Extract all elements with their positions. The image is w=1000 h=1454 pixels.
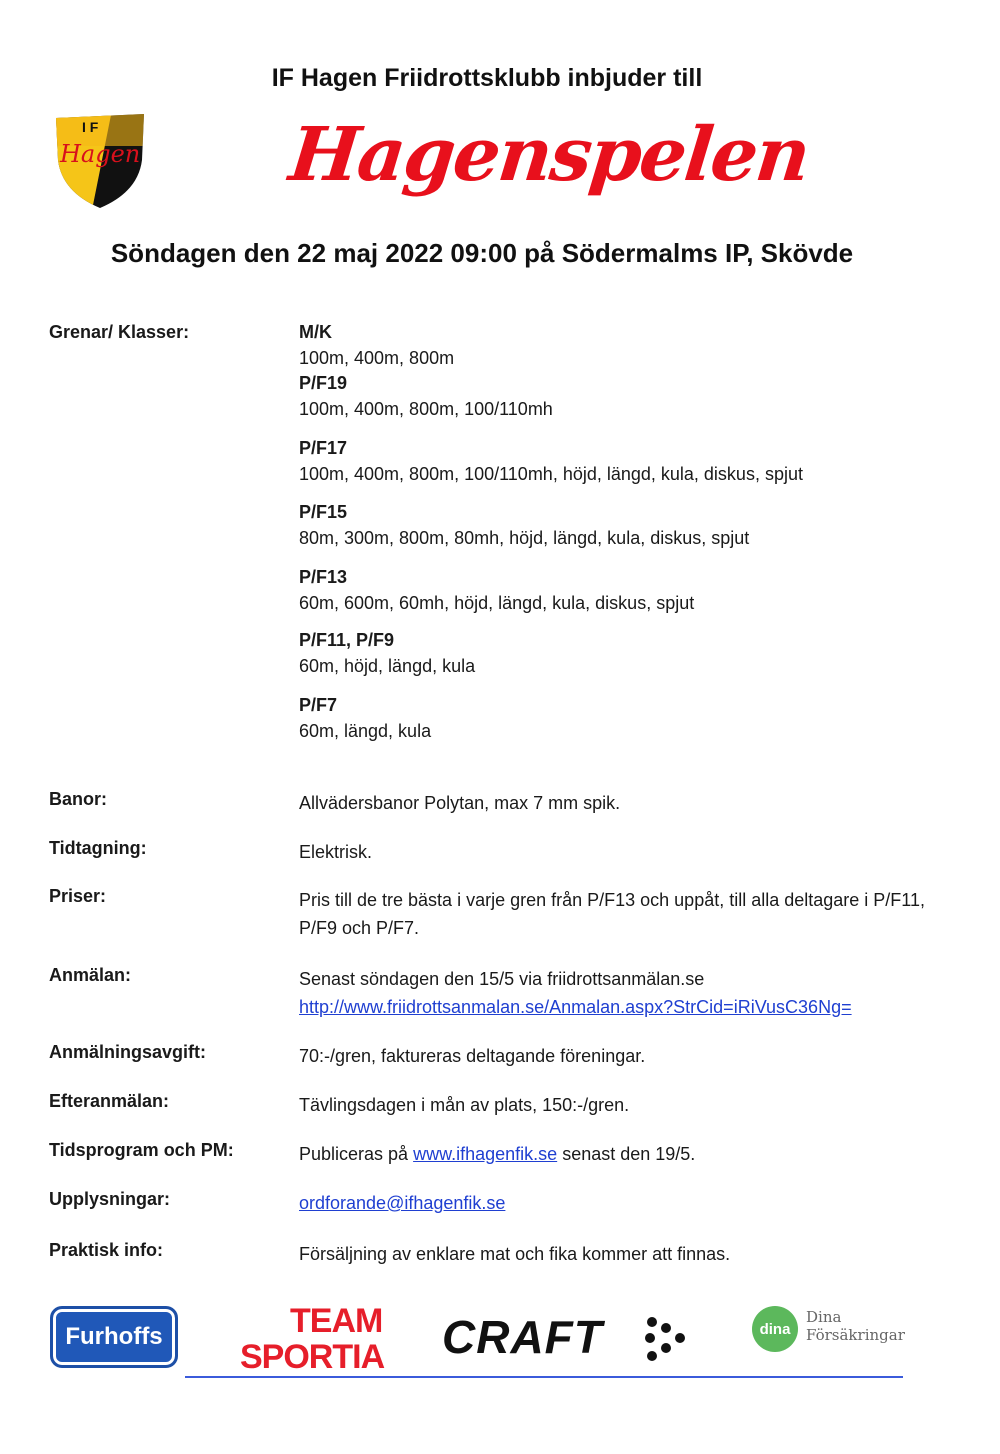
upplysningar-value <box>299 1189 929 1217</box>
class-name: P/F7 <box>299 695 338 715</box>
class-events: 60m, 600m, 60mh, höjd, längd, kula, diskus, spjut <box>299 593 695 613</box>
logo-letters: I F <box>82 119 99 135</box>
class-events: 100m, 400m, 800m, 100/110mh <box>299 399 553 419</box>
priser-label: Priser: <box>49 886 107 906</box>
anmalan-text: Senast söndagen den 15/5 via friidrottsanmälan.se <box>299 969 705 989</box>
furhoffs-logo: Furhoffs <box>50 1306 178 1368</box>
class-name: P/F15 <box>299 502 348 522</box>
event-date-location: Söndagen den 22 maj 2022 09:00 på Södermalms IP, Skövde <box>110 238 854 268</box>
banor-label: Banor: <box>49 789 107 809</box>
anmalan-label: Anmälan: <box>49 965 132 985</box>
classes-section <box>49 322 949 752</box>
praktisk-label: Praktisk info: <box>49 1240 164 1260</box>
tidsprogram-suffix: senast den 19/5. <box>562 1144 696 1164</box>
class-name: P/F17 <box>299 438 348 458</box>
invite-heading: IF Hagen Friidrottsklubb inbjuder till <box>271 64 703 92</box>
team-sportia-logo <box>240 1302 390 1378</box>
contact-email-link[interactable]: ordforande@ifhagenfik.se <box>299 1193 506 1213</box>
logo-wordmark: Hagen <box>60 140 141 168</box>
anmalan-value <box>299 965 929 1021</box>
classes-label: Grenar/ Klasser: <box>49 322 190 342</box>
class-name: P/F19 <box>299 373 348 393</box>
craft-dots-icon <box>642 1314 692 1364</box>
class-name: M/K <box>299 322 332 342</box>
dina-line1: Dina <box>806 1308 842 1326</box>
anmalan-link[interactable]: http://www.friidrottsanmalan.se/Anmalan.aspx?StrCid=iRiVusC36Ng= <box>299 997 852 1017</box>
dina-logo-circle: dina <box>752 1306 798 1352</box>
class-events: 60m, längd, kula <box>299 721 432 741</box>
efteranmalan-label: Efteranmälan: <box>49 1091 170 1111</box>
sportia-team-text: TEAM <box>290 1302 383 1340</box>
tidtagning-label: Tidtagning: <box>49 838 147 858</box>
event-title: Hagenspelen <box>285 112 813 198</box>
dina-line2: Försäkringar <box>806 1326 905 1344</box>
class-events: 100m, 400m, 800m <box>299 348 455 368</box>
avgift-label: Anmälningsavgift: <box>49 1042 207 1062</box>
class-name: P/F13 <box>299 567 348 587</box>
sportia-name-text: SPORTIA <box>240 1338 385 1376</box>
tidsprogram-prefix: Publiceras på <box>299 1144 409 1164</box>
banor-value: Allvädersbanor Polytan, max 7 mm spik. <box>299 793 621 813</box>
upplysningar-label: Upplysningar: <box>49 1189 171 1209</box>
club-website-link[interactable]: www.ifhagenfik.se <box>413 1144 558 1164</box>
avgift-value: 70:-/gren, faktureras deltagande föreningar. <box>299 1046 646 1066</box>
sponsor-bar <box>0 1296 1000 1396</box>
efteranmalan-value: Tävlingsdagen i mån av plats, 150:-/gren. <box>299 1095 630 1115</box>
tidsprogram-label: Tidsprogram och PM: <box>49 1140 234 1160</box>
club-logo-shield <box>52 110 148 210</box>
class-events: 80m, 300m, 800m, 80mh, höjd, längd, kula, diskus, spjut <box>299 528 750 548</box>
class-events: 100m, 400m, 800m, 100/110mh, höjd, längd, kula, diskus, spjut <box>299 464 803 484</box>
praktisk-value: Försäljning av enklare mat och fika kommer att finnas. <box>299 1244 731 1264</box>
craft-logo: CRAFT <box>442 1311 603 1363</box>
tidsprogram-value <box>299 1140 929 1168</box>
class-name: P/F11, P/F9 <box>299 630 395 650</box>
tidtagning-value: Elektrisk. <box>299 842 373 862</box>
class-events: 60m, höjd, längd, kula <box>299 656 476 676</box>
sponsor-underline <box>185 1376 903 1378</box>
dina-logo-text <box>806 1308 905 1344</box>
priser-value: Pris till de tre bästa i varje gren från P/F13 och uppåt, till alla deltagare i P/F11, P/F9 och P/F7. <box>299 890 925 938</box>
